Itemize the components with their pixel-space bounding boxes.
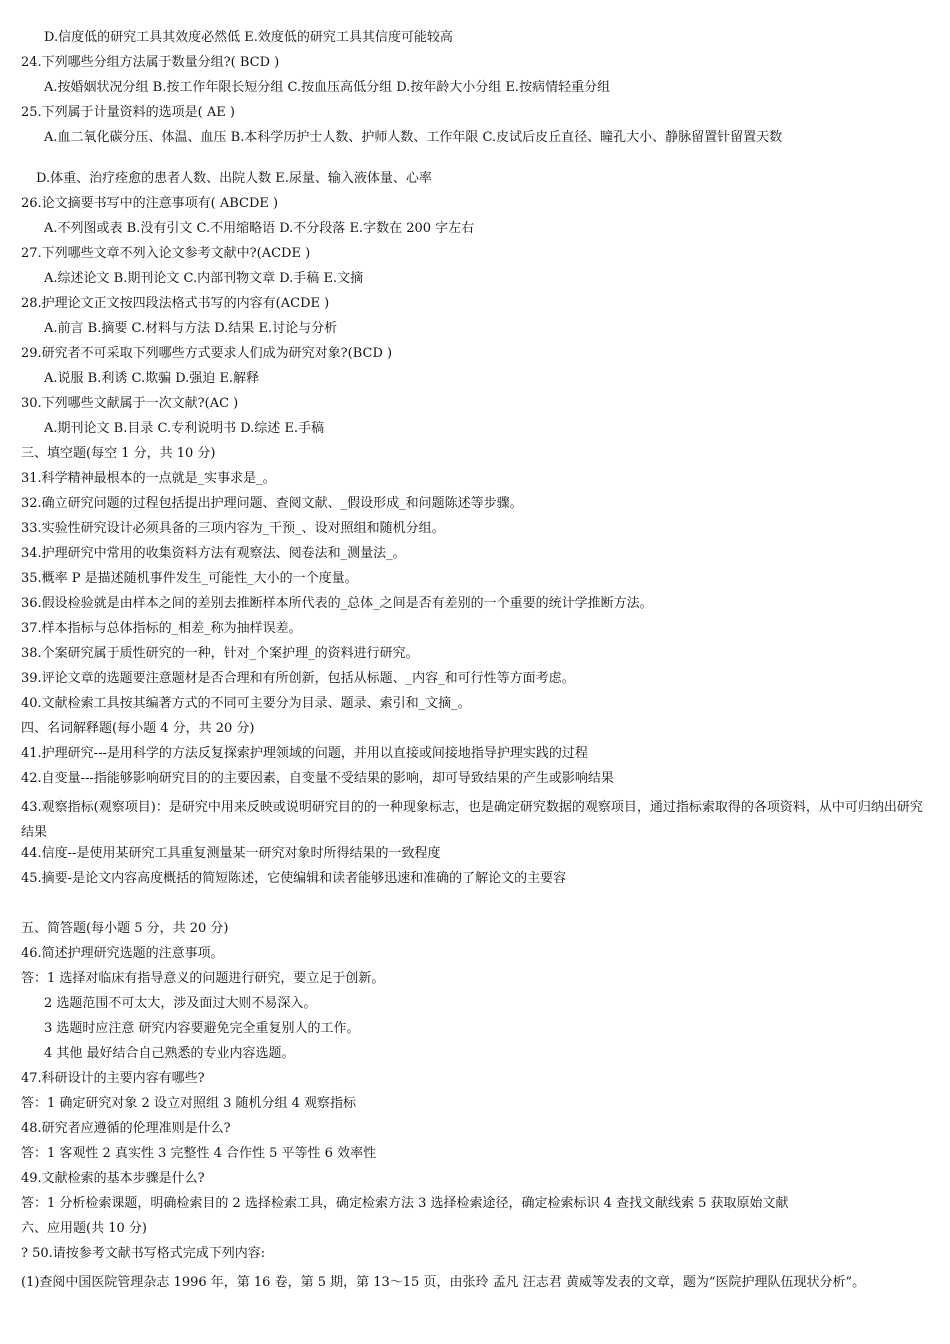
question-34: 34.护理研究中常用的收集资料方法有观察法、阅卷法和_测量法_。 bbox=[21, 546, 406, 561]
section-heading-application: 六、应用题(共 10 分) bbox=[21, 1221, 147, 1236]
question-39: 39.评论文章的选题要注意题材是否合理和有所创新，包括从标题、_内容_和可行性等方面考虑。 bbox=[21, 671, 575, 686]
question-27: 27.下列哪些文章不列入论文参考文献中?(ACDE ) bbox=[21, 246, 311, 261]
answer-46-1: 答：1 选择对临床有指导意义的问题进行研究，要立足于创新。 bbox=[21, 971, 385, 986]
question-50: ? 50.请按参考文献书写格式完成下列内容: bbox=[21, 1246, 266, 1261]
question-45: 45.摘要-是论文内容高度概括的简短陈述，它使编辑和读者能够迅速和准确的了解论文的主要容 bbox=[21, 871, 567, 886]
question-28: 28.护理论文正文按四段法格式书写的内容有(ACDE ) bbox=[21, 296, 330, 311]
options-25-abc: A.血二氧化碳分压、体温、血压 B.本科学历护士人数、护师人数、工作年限 C.皮试后皮丘直径、瞳孔大小、静脉留置针留置天数 bbox=[44, 130, 783, 145]
answer-48: 答：1 客观性 2 真实性 3 完整性 4 合作性 5 平等性 6 效率性 bbox=[21, 1146, 377, 1161]
answer-46-3: 3 选题时应注意 研究内容要避免完全重复别人的工作。 bbox=[44, 1021, 360, 1036]
question-41: 41.护理研究---是用科学的方法反复探索护理领域的问题，并用以直接或间接地指导护理实践的过程 bbox=[21, 746, 588, 761]
question-31: 31.科学精神最根本的一点就是_实事求是_。 bbox=[21, 471, 276, 486]
question-37: 37.样本指标与总体指标的_相差_称为抽样误差。 bbox=[21, 621, 302, 636]
options-28: A.前言 B.摘要 C.材料与方法 D.结果 E.讨论与分析 bbox=[44, 321, 338, 336]
question-32: 32.确立研究问题的过程包括提出护理问题、查阅文献、_假设形成_和问题陈述等步骤。 bbox=[21, 496, 523, 511]
option-line-23de: D.信度低的研究工具其效度必然低 E.效度低的研究工具其信度可能较高 bbox=[44, 30, 453, 45]
question-44: 44.信度--是使用某研究工具重复测量某一研究对象时所得结果的一致程度 bbox=[21, 846, 441, 861]
question-49: 49.文献检索的基本步骤是什么? bbox=[21, 1171, 205, 1186]
question-48: 48.研究者应遵循的伦理准则是什么? bbox=[21, 1121, 231, 1136]
question-50-part-1: (1)查阅中国医院管理杂志 1996 年，第 16 卷，第 5 期，第 13～15 页，由张玲 孟凡 汪志君 黄威等发表的文章，题为“医院护理队伍现状分析”。 bbox=[21, 1275, 866, 1290]
question-43: 43.观察指标(观察项目)：是研究中用来反映或说明研究目的的一种现象标志，也是确定研究数据的观察项目，通过指标索取得的各项资料，从中可归纳出研究结果 bbox=[21, 800, 923, 840]
options-26: A.不列图或表 B.没有引文 C.不用缩略语 D.不分段落 E.字数在 200 字左右 bbox=[44, 221, 475, 236]
question-29: 29.研究者不可采取下列哪些方式要求人们成为研究对象?(BCD ) bbox=[21, 346, 393, 361]
question-47: 47.科研设计的主要内容有哪些? bbox=[21, 1071, 205, 1086]
question-35: 35.概率 P 是描述随机事件发生_可能性_大小的一个度量。 bbox=[21, 571, 358, 586]
answer-46-2: 2 选题范围不可太大，涉及面过大则不易深入。 bbox=[44, 996, 317, 1011]
options-30: A.期刊论文 B.目录 C.专利说明书 D.综述 E.手稿 bbox=[44, 421, 325, 436]
question-38: 38.个案研究属于质性研究的一种，针对_个案护理_的资料进行研究。 bbox=[21, 646, 419, 661]
answer-49: 答：1 分析检索课题，明确检索目的 2 选择检索工具，确定检索方法 3 选择检索途径，确定检索标识 4 查找文献线索 5 获取原始文献 bbox=[21, 1196, 789, 1211]
question-26: 26.论文摘要书写中的注意事项有( ABCDE ) bbox=[21, 196, 279, 211]
question-25: 25.下列属于计量资料的选项是( AE ) bbox=[21, 105, 235, 120]
question-36: 36.假设检验就是由样本之间的差别去推断样本所代表的_总体_之间是否有差别的一个重要的统计学推断方法。 bbox=[21, 596, 653, 611]
answer-47: 答：1 确定研究对象 2 设立对照组 3 随机分组 4 观察指标 bbox=[21, 1096, 357, 1111]
options-25-de: D.体重、治疗痊愈的患者人数、出院人数 E.尿量、输入液体量、心率 bbox=[36, 171, 432, 186]
question-30: 30.下列哪些文献属于一次文献?(AC ) bbox=[21, 396, 239, 411]
question-33: 33.实验性研究设计必须具备的三项内容为_干预_、设对照组和随机分组。 bbox=[21, 521, 445, 536]
section-heading-short-answer: 五、简答题(每小题 5 分，共 20 分) bbox=[21, 921, 229, 936]
options-27: A.综述论文 B.期刊论文 C.内部刊物文章 D.手稿 E.文摘 bbox=[44, 271, 364, 286]
question-46: 46.简述护理研究选题的注意事项。 bbox=[21, 946, 224, 961]
options-29: A.说服 B.利诱 C.欺骗 D.强迫 E.解释 bbox=[44, 371, 260, 386]
section-heading-terms: 四、名词解释题(每小题 4 分，共 20 分) bbox=[21, 721, 255, 736]
answer-46-4: 4 其他 最好结合自己熟悉的专业内容选题。 bbox=[44, 1046, 295, 1061]
options-24: A.按婚姻状况分组 B.按工作年限长短分组 C.按血压高低分组 D.按年龄大小分组 E.按病情轻重分组 bbox=[44, 80, 611, 95]
section-heading-fill-in: 三、填空题(每空 1 分，共 10 分) bbox=[21, 446, 216, 461]
question-40: 40.文献检索工具按其编著方式的不同可主要分为目录、题录、索引和_文摘_。 bbox=[21, 696, 471, 711]
question-42: 42.自变量---指能够影响研究目的的主要因素，自变量不受结果的影响，却可导致结果的产生或影响结果 bbox=[21, 771, 614, 786]
question-24: 24.下列哪些分组方法属于数量分组?( BCD ) bbox=[21, 55, 280, 70]
